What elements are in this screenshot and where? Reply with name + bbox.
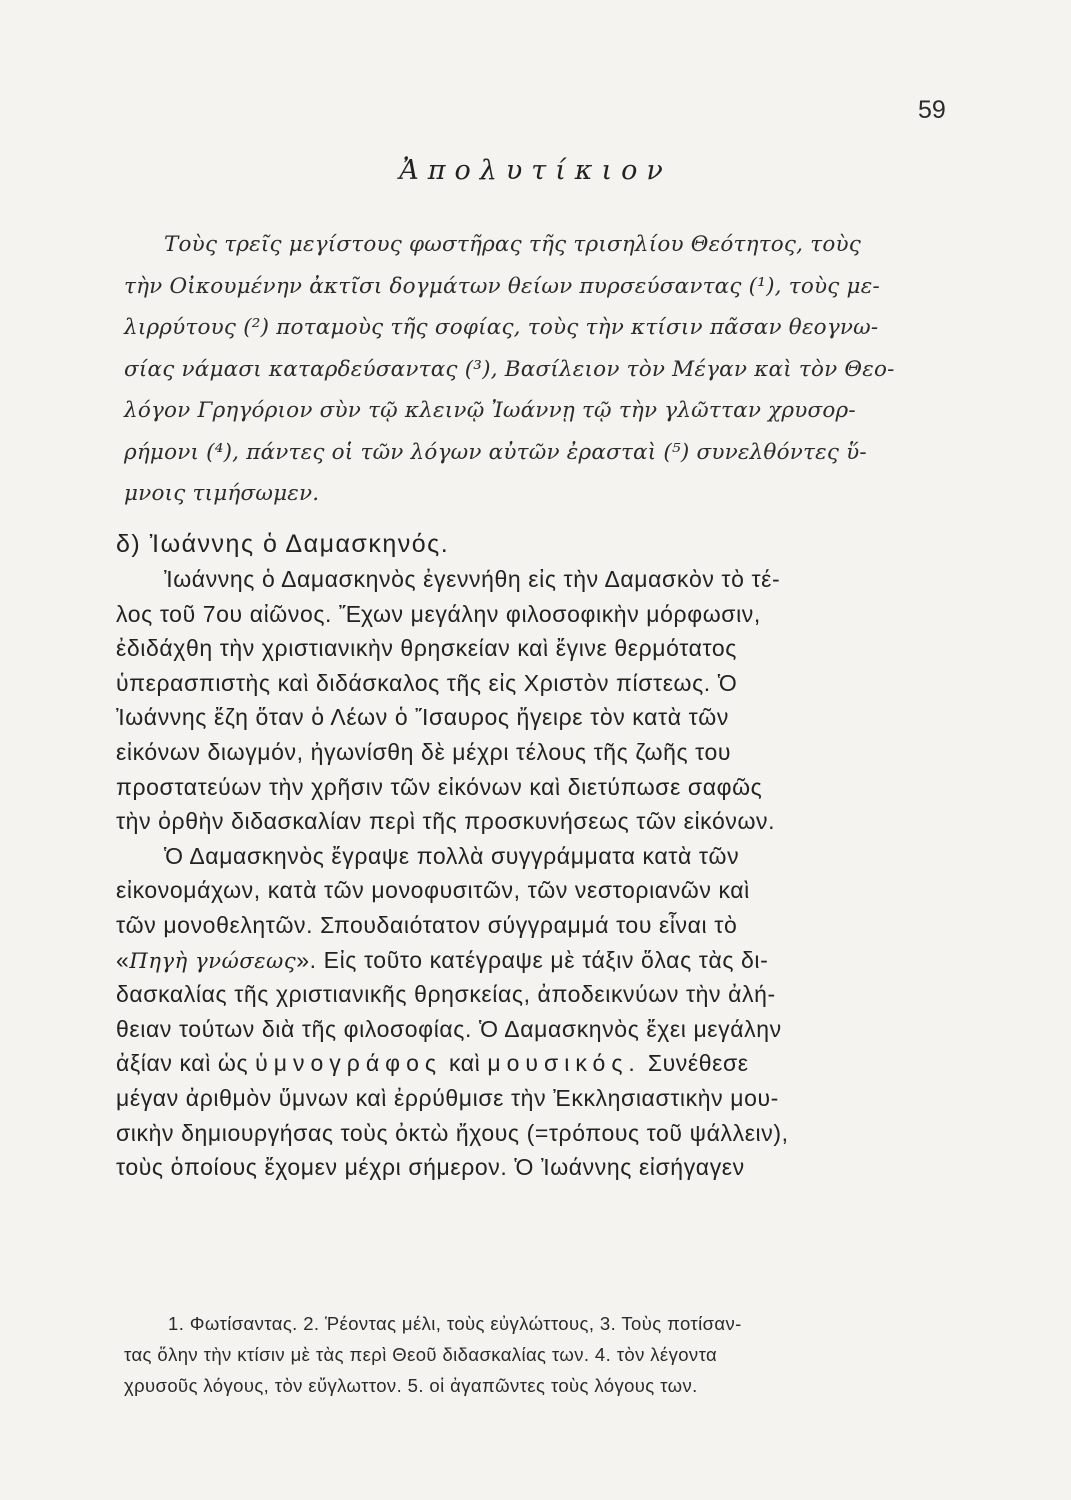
footnote-line: 1. Φωτίσαντας. 2. Ῥέοντας μέλι, τοὺς εὐγλώττους, 3. Τοὺς ποτίσαν- (168, 1313, 742, 1334)
body-line: εἰκονομάχων, κατὰ τῶν μονοφυσιτῶν, τῶν νεστοριανῶν καὶ (116, 877, 750, 904)
body-fragment: Συνέθεσε (647, 1050, 749, 1077)
footnotes (124, 1308, 984, 1401)
body-line: θειαν τούτων διὰ τῆς φιλοσοφίας. Ὁ Δαμασκηνὸς ἔχει μεγάλην (116, 1015, 782, 1042)
section-title: δ) Ἰωάννης ὁ Δαμασκηνός. (116, 530, 450, 558)
spaced-word-hymnographer: ὑμνογράφος (255, 1050, 442, 1077)
body-line: λος τοῦ 7ου αἰῶνος. Ἔχων μεγάλην φιλοσοφικὴν μόρφωσιν, (116, 600, 761, 627)
page-number: 59 (918, 96, 946, 124)
spaced-word-musician: μουσικός. (487, 1050, 641, 1077)
page-heading: Ἀπολυτίκιον (399, 155, 672, 186)
hymn-line: λιρρύτους (²) ποταμοὺς τῆς σοφίας, τοὺς τὴν κτίσιν πᾶσαν θεογνω- (124, 315, 879, 340)
body-line (116, 1046, 966, 1081)
hymn-line: ρήμονι (⁴), πάντες οἱ τῶν λόγων αὐτῶν ἐρασταὶ (⁵) συνελθόντες ὕ- (124, 439, 867, 465)
body-line: Ὁ Δαμασκηνὸς ἔγραψε πολλὰ συγγράμματα κατὰ τῶν (164, 842, 740, 869)
body-line: ὑπερασπιστὴς καὶ διδάσκαλος τῆς εἰς Χριστὸν πίστεως. Ὁ (116, 669, 738, 696)
hymn-line: λόγον Γρηγόριον σὺν τῷ κλεινῷ Ἰωάννῃ τῷ τὴν γλῶτταν χρυσορ- (124, 398, 856, 423)
hymn-line: τὴν Οἰκουμένην ἀκτῖσι δογμάτων θείων πυρσεύσαντας (¹), τοὺς με- (124, 273, 880, 299)
hymn-line: Τοὺς τρεῖς μεγίστους φωστῆρας τῆς τρισηλίου Θεότητος, τοὺς (164, 232, 861, 257)
footnote-line: χρυσοῦς λόγους, τὸν εὔγλωττον. 5. οἱ ἀγαπῶντες τοὺς λόγους των. (124, 1375, 698, 1396)
body-text (116, 562, 966, 1185)
body-line: σικὴν δημιουργήσας τοὺς ὀκτὼ ἤχους (=τρόπους τοῦ ψάλλειν), (116, 1119, 789, 1146)
body-line: τοὺς ὁποίους ἔχομεν μέχρι σήμερον. Ὁ Ἰωάννης εἰσήγαγεν (116, 1154, 745, 1181)
hymn-line: σίας νάμασι καταρδεύσαντας (³), Βασίλειον τὸν Μέγαν καὶ τὸν Θεο- (124, 356, 895, 382)
footnote-line: τας ὅλην τὴν κτίσιν μὲ τὰς περὶ Θεοῦ διδασκαλίας των. 4. τὸν λέγοντα (124, 1344, 718, 1365)
body-fragment: καὶ (448, 1050, 481, 1077)
body-line: δασκαλίας τῆς χριστιανικῆς θρησκείας, ἀποδεικνύων τὴν ἀλή- (116, 981, 776, 1008)
body-line: εἰκόνων διωγμόν, ἠγωνίσθη δὲ μέχρι τέλους τῆς ζωῆς του (116, 738, 732, 765)
book-title: Πηγὴ γνώσεως (129, 948, 297, 973)
body-line: ἐδιδάχθη τὴν χριστιανικὴν θρησκείαν καὶ ἔγινε θερμότατος (116, 635, 737, 662)
body-line-rest: ». Εἰς τοῦτο κατέγραψε μὲ τάξιν ὅλας τὰς δι- (296, 946, 769, 973)
body-line (116, 943, 966, 978)
body-line: Ἰωάννης ἔζη ὅταν ὁ Λέων ὁ Ἴσαυρος ἤγειρε τὸν κατὰ τῶν (116, 704, 729, 731)
hymn-text (124, 224, 895, 515)
hymn-line: μνοις τιμήσωμεν. (124, 481, 320, 506)
quote-open: « (116, 946, 130, 973)
body-line: μέγαν ἀριθμὸν ὕμνων καὶ ἐρρύθμισε τὴν Ἐκκλησιαστικὴν μου- (116, 1084, 779, 1111)
body-line: τῶν μονοθελητῶν. Σπουδαιότατον σύγγραμμά του εἶναι τὸ (116, 911, 738, 938)
body-line: Ἰωάννης ὁ Δαμασκηνὸς ἐγεννήθη εἰς τὴν Δαμασκὸν τὸ τέ- (164, 566, 781, 592)
body-line: προστατεύων τὴν χρῆσιν τῶν εἰκόνων καὶ διετύπωσε σαφῶς (116, 773, 763, 800)
body-fragment: ἀξίαν καὶ ὡς (116, 1050, 249, 1077)
body-line: τὴν ὀρθὴν διδασκαλίαν περὶ τῆς προσκυνήσεως τῶν εἰκόνων. (116, 808, 776, 835)
